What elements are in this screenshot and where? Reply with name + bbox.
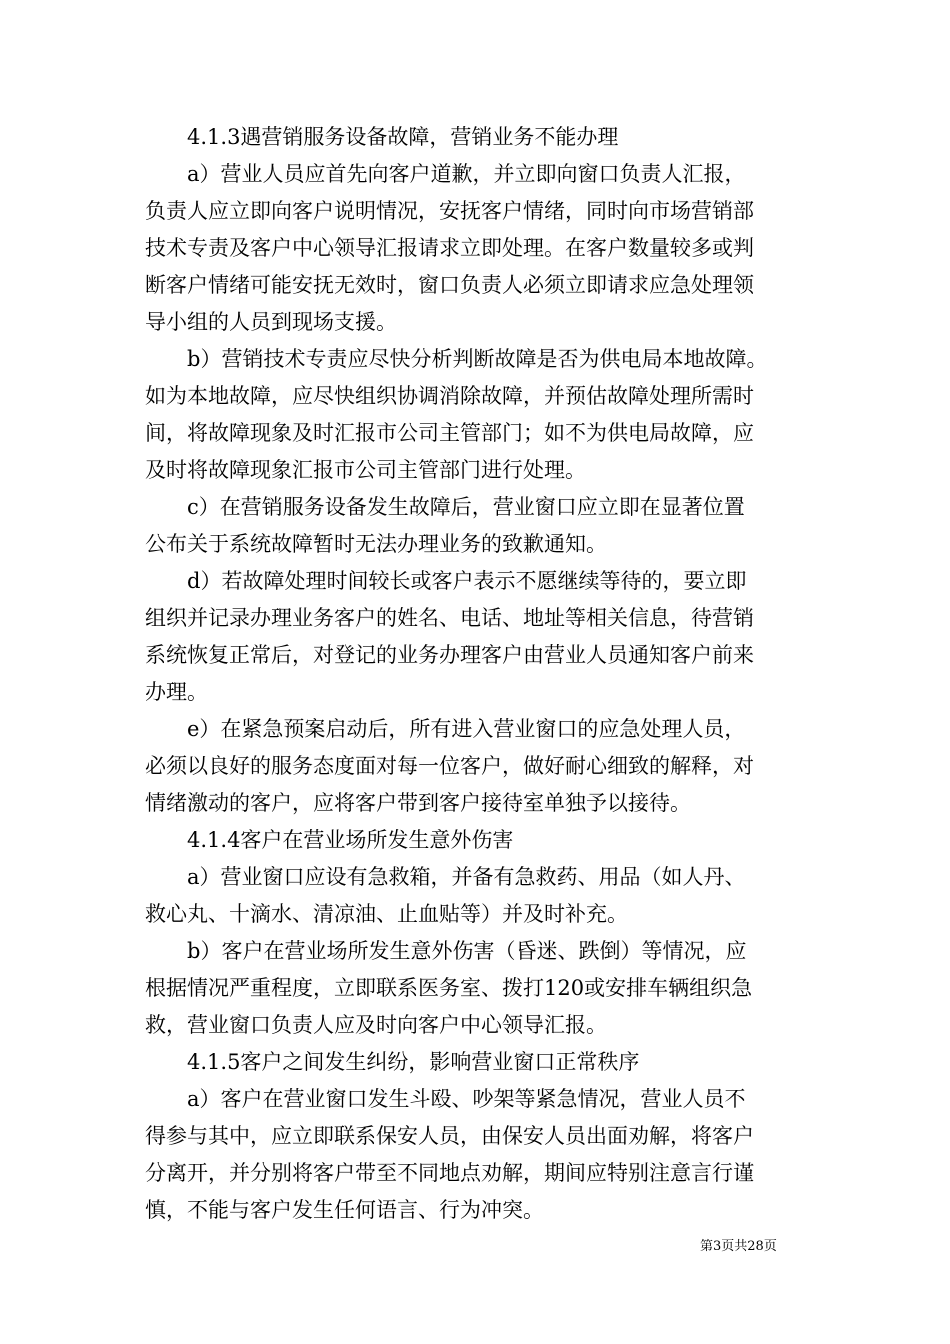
text-line: a）客户在营业窗口发生斗殴、吵架等紧急情况，营业人员不 — [145, 1087, 746, 1111]
text-line: 得参与其中，应立即联系保安人员，由保安人员出面劝解，将客户 — [145, 1124, 754, 1148]
text-line: 及时将故障现象汇报市公司主管部门进行处理。 — [145, 458, 586, 482]
text-line: b）营销技术专责应尽快分析判断故障是否为供电局本地故障。 — [145, 347, 768, 371]
text-line: 负责人应立即向客户说明情况，安抚客户情绪，同时向市场营销部 — [145, 199, 754, 223]
document-body — [145, 119, 835, 1229]
text-line: 公布关于系统故障暂时无法办理业务的致歉通知。 — [145, 532, 607, 556]
text-line: 4.1.5客户之间发生纠纷，影响营业窗口正常秩序 — [145, 1050, 640, 1074]
text-line: 必须以良好的服务态度面对每一位客户，做好耐心细致的解释，对 — [145, 754, 754, 778]
text-line: e）在紧急预案启动后，所有进入营业窗口的应急处理人员， — [145, 717, 746, 741]
text-line: 系统恢复正常后，对登记的业务办理客户由营业人员通知客户前来 — [145, 643, 754, 667]
text-line: 技术专责及客户中心领导汇报请求立即处理。在客户数量较多或判 — [145, 236, 754, 260]
text-line: 救心丸、十滴水、清凉油、止血贴等）并及时补充。 — [145, 902, 628, 926]
text-line: a）营业人员应首先向客户道歉，并立即向窗口负责人汇报， — [145, 162, 746, 186]
text-line: 4.1.3遇营销服务设备故障，营销业务不能办理 — [145, 125, 619, 149]
text-line: 组织并记录办理业务客户的姓名、电话、地址等相关信息，待营销 — [145, 606, 754, 630]
text-line: d）若故障处理时间较长或客户表示不愿继续等待的，要立即 — [145, 569, 747, 593]
text-line: 救，营业窗口负责人应及时向客户中心领导汇报。 — [145, 1013, 607, 1037]
text-line: 分离开，并分别将客户带至不同地点劝解，期间应特别注意言行谨 — [145, 1161, 754, 1185]
text-line: 情绪激动的客户，应将客户带到客户接待室单独予以接待。 — [145, 791, 691, 815]
text-line: 如为本地故障，应尽快组织协调消除故障，并预估故障处理所需时 — [145, 384, 754, 408]
text-line: 导小组的人员到现场支援。 — [145, 310, 397, 334]
page-number-footer: 第3页共28页 — [700, 1239, 777, 1254]
text-line: c）在营销服务设备发生故障后，营业窗口应立即在显著位置 — [145, 495, 745, 519]
text-line: a）营业窗口应设有急救箱，并备有急救药、用品（如人丹、 — [145, 865, 746, 889]
text-line: 办理。 — [145, 680, 208, 704]
text-line: 间，将故障现象及时汇报市公司主管部门；如不为供电局故障，应 — [145, 421, 754, 445]
text-line: b）客户在营业场所发生意外伤害（昏迷、跌倒）等情况，应 — [145, 939, 747, 963]
text-line: 断客户情绪可能安抚无效时，窗口负责人必须立即请求应急处理领 — [145, 273, 754, 297]
text-line: 根据情况严重程度，立即联系医务室、拨打120或安排车辆组织急 — [145, 976, 753, 1000]
text-line: 4.1.4客户在营业场所发生意外伤害 — [145, 828, 514, 852]
text-line: 慎，不能与客户发生任何语言、行为冲突。 — [145, 1198, 544, 1222]
